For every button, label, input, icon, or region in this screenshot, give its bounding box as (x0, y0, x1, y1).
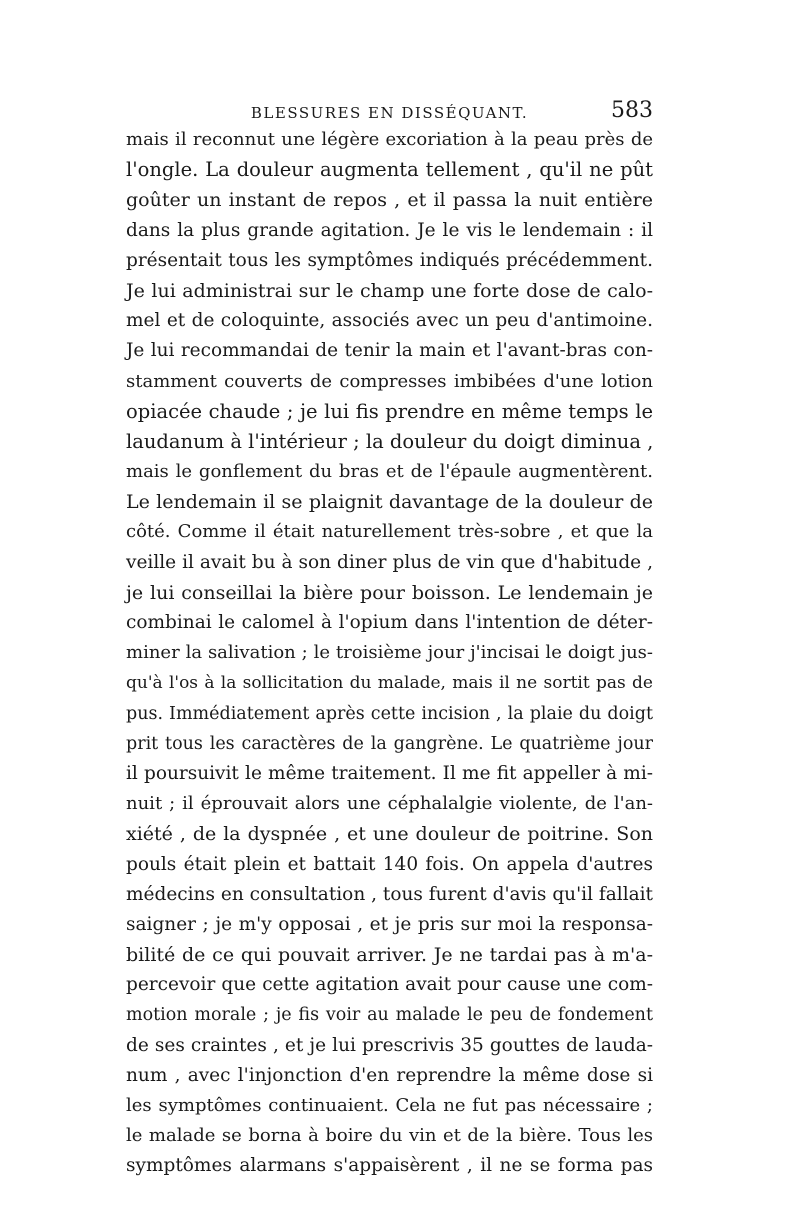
text-line: laudanum à l'intérieur ; la douleur du doigt diminua , (126, 429, 654, 453)
text-line: mel et de coloquinte, associés avec un peu d'antimoine. (126, 310, 653, 332)
text-line: le malade se borna à boire du vin et de la bière. Tous les (126, 1125, 653, 1147)
running-head: BLESSURES EN DISSÉQUANT. (250, 104, 529, 122)
text-line: prit tous les caractères de la gangrène. Le quatrième jour (126, 733, 653, 754)
text-line: nuit ; il éprouvait alors une céphalalgie violente, de l'an- (126, 793, 653, 815)
text-line: côté. Comme il était naturellement très-sobre , et que la (126, 521, 653, 543)
body-text (126, 125, 653, 1182)
text-line: num , avec l'injonction d'en reprendre la même dose si (126, 1064, 653, 1086)
text-line: combinai le calomel à l'opium dans l'intention de déter- (126, 612, 653, 633)
text-line: veille il avait bu à son diner plus de vin que d'habitude , (126, 551, 653, 573)
text-line: saigner ; je m'y opposai , et je pris sur moi la responsa- (126, 913, 653, 935)
text-line: motion morale ; je fis voir au malade le peu de fondement (126, 1005, 653, 1026)
text-line: bilité de ce qui pouvait arriver. Je ne tardai pas à m'a- (126, 944, 653, 967)
text-line: l'ongle. La douleur augmenta tellement , qu'il ne pût (126, 158, 653, 182)
page-header (126, 100, 653, 126)
text-line: qu'à l'os à la sollicitation du malade, mais il ne sortit pas de (126, 673, 653, 694)
page-number: 583 (611, 98, 653, 123)
text-line: je lui conseillai la bière pour boisson. Le lendemain je (126, 581, 653, 604)
text-line: Le lendemain il se plaignit davantage de la douleur de (126, 491, 653, 514)
text-line: de ses craintes , et je lui prescrivis 35 gouttes de lauda- (126, 1034, 653, 1056)
text-line: Je lui administrai sur le champ une forte dose de calo- (126, 279, 653, 302)
text-line: stamment couverts de compresses imbibées d'une lotion (126, 370, 653, 392)
text-line: percevoir que cette agitation avait pour cause une com- (126, 974, 653, 996)
text-line: pouls était plein et battait 140 fois. On appela d'autres (126, 853, 653, 875)
text-line: mais le gonflement du bras et de l'épaule augmentèrent. (126, 461, 653, 483)
text-line: xiété , de la dyspnée , et une douleur de poitrine. Son (126, 823, 653, 846)
text-line: dans la plus grande agitation. Je le vis le lendemain : il (126, 219, 653, 241)
text-line: mais il reconnut une légère excoriation à la peau près de (126, 129, 653, 150)
text-line: symptômes alarmans s'appaisèrent , il ne se forma pas (126, 1155, 653, 1177)
text-line: pus. Immédiatement après cette incision , la plaie du doigt (126, 703, 653, 724)
text-line: présentait tous les symptômes indiqués précédemment. (126, 249, 653, 271)
text-line: les symptômes continuaient. Cela ne fut pas nécessaire ; (126, 1095, 653, 1116)
text-line: opiacée chaude ; je lui fis prendre en même temps le (126, 399, 653, 423)
text-line: goûter un instant de repos , et il passa la nuit entière (126, 189, 653, 212)
text-line: miner la salivation ; le troisième jour j'incisai le doigt jus- (126, 642, 653, 664)
text-line: médecins en consultation , tous furent d'avis qu'il fallait (126, 883, 653, 905)
text-line: il poursuivit le même traitement. Il me fit appeller à mi- (126, 762, 653, 784)
text-line: Je lui recommandai de tenir la main et l'avant-bras con- (126, 340, 653, 362)
